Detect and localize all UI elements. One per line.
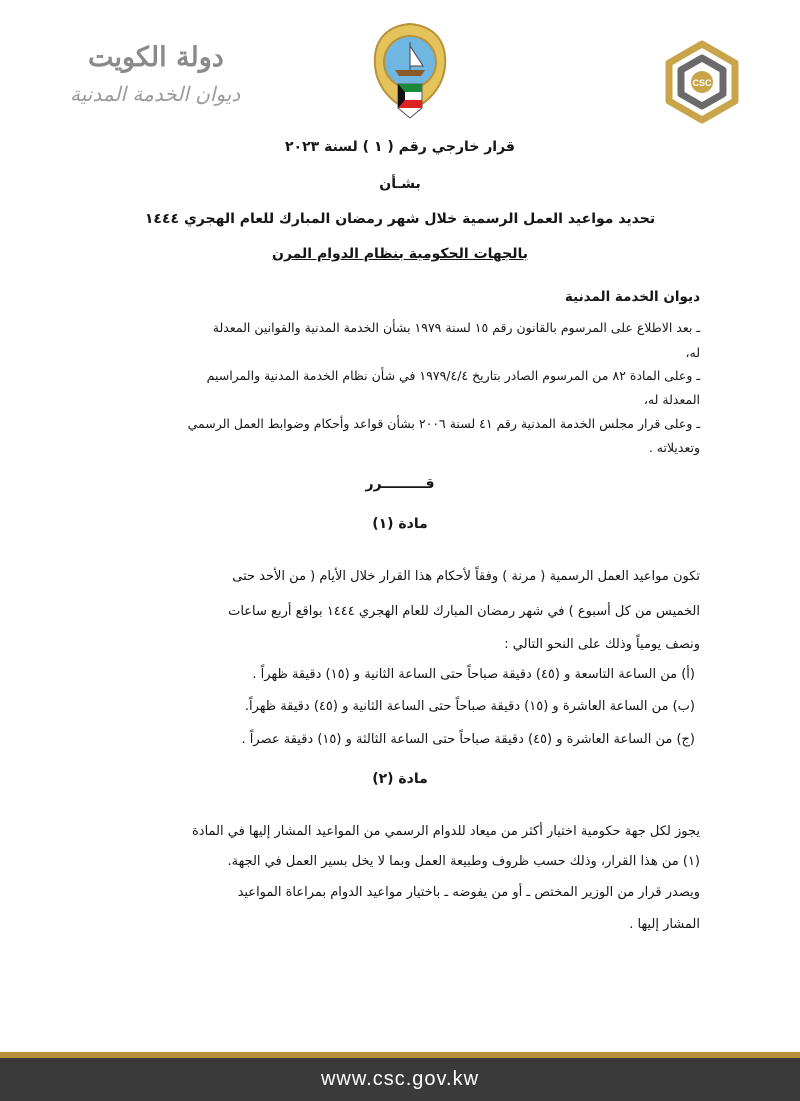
brand-logotype [52,42,252,112]
article-2-line: المشار إليها . [629,917,700,932]
schedule-option-a: (أ) من الساعة التاسعة و (٤٥) دقيقة صباحاً حتى الساعة الثانية و (١٥) دقيقة ظهراً . [252,667,695,682]
decision-number: قرار خارجي رقم ( ١ ) لسنة ٢٠٢٣ [285,139,515,155]
preamble-line: له، [685,345,700,360]
footer-bar [0,1058,800,1101]
decision-word: قـــــــــرر [365,476,435,492]
brand-line-country: دولة الكويت [88,42,224,73]
article-2-heading: مادة (٢) [372,771,428,787]
preamble-line: المعدلة له، [643,392,700,407]
article-1-line: ونصف يومياً وذلك على النحو التالي : [504,637,700,652]
article-1-line: تكون مواعيد العمل الرسمية ( مرنة ) وفقاً لأحكام هذا القرار خلال الأيام ( من الأحد حتى [232,569,700,584]
preamble-line: ـ وعلى قرار مجلس الخدمة المدنية رقم ٤١ لسنة ٢٠٠٦ بشأن قواعد وأحكام وضوابط العمل الرسمي [187,416,700,431]
csc-logo-text: CSC [692,78,712,88]
kuwait-emblem-icon [365,18,455,126]
preamble-line: وتعديلاته . [648,440,700,455]
schedule-option-c: (ج) من الساعة العاشرة و (٤٥) دقيقة صباحاً حتى الساعة الثالثة و (١٥) دقيقة عصراً . [241,732,695,747]
article-2-line: ويصدر قرار من الوزير المختص ـ أو من يفوضه ـ باختيار مواعيد الدوام بمراعاة المواعيد [237,885,700,900]
article-2-line: يجوز لكل جهة حكومية اختيار أكثر من ميعاد للدوام الرسمي من المواعيد المشار إليها في المادة [191,824,700,839]
regarding-label: بشـأن [379,176,421,192]
subject-line: تحديد مواعيد العمل الرسمية خلال شهر رمضان المبارك للعام الهجري ١٤٤٤ [144,211,656,227]
issuer-heading: ديوان الخدمة المدنية [564,289,700,305]
schedule-option-b: (ب) من الساعة العاشرة و (١٥) دقيقة صباحاً حتى الساعة الثانية و (٤٥) دقيقة ظهراً. [244,699,695,714]
article-1-line: الخميس من كل أسبوع ) في شهر رمضان المبارك للعام الهجري ١٤٤٤ بواقع أربع ساعات [228,604,700,619]
preamble-line: ـ وعلى المادة ٨٢ من المرسوم الصادر بتاريخ ١٩٧٩/٤/٤ في شأن نظام الخدمة المدنية والمراسيم [206,368,700,383]
preamble-line: ـ بعد الاطلاع على المرسوم بالقانون رقم ١٥ لسنة ١٩٧٩ بشأن الخدمة المدنية والقوانين المعدلة [212,320,700,335]
footer-website-link[interactable]: www.csc.gov.kw [320,1068,480,1090]
csc-logo-icon [655,38,750,128]
subject-line-2: بالجهات الحكومية بنظام الدوام المرن [272,246,528,262]
article-2-line: (١) من هذا القرار، وذلك حسب ظروف وطبيعة العمل وبما لا يخل بسير العمل في الجهة. [227,854,700,869]
brand-line-department: ديوان الخدمة المدنية [70,82,241,106]
article-1-heading: مادة (١) [372,516,428,532]
